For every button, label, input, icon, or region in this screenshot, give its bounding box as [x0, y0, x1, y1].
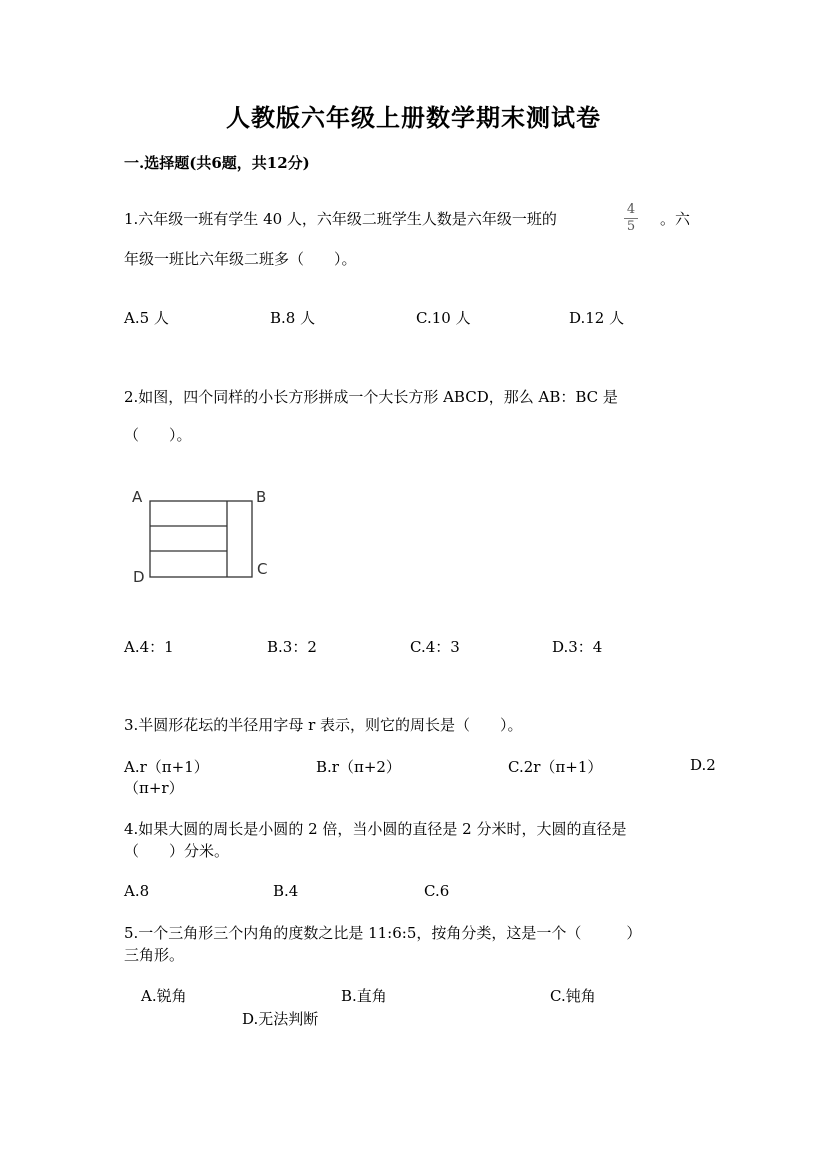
question-3-line-1: 3.半圆形花坛的半径用字母 r 表示，则它的周长是（ ）。 [124, 716, 523, 734]
question-5-line-1: 5.一个三角形三个内角的度数之比是 11:6:5，按角分类，这是一个（ ） [124, 924, 642, 942]
question-5-line-2: 三角形。 [124, 946, 185, 964]
question-1-option-d: D.12 人 [569, 309, 625, 327]
question-4-line-2: （ ）分米。 [124, 842, 230, 860]
question-1-text: 1.六年级一班有学生 40 人，六年级二班学生人数是六年级一班的 [124, 210, 557, 228]
question-4-option-b: B.4 [273, 882, 299, 900]
question-5-option-c: C.钝角 [550, 987, 596, 1005]
question-2-option-b: B.3：2 [267, 638, 317, 656]
question-5-option-a: A.锐角 [141, 987, 187, 1005]
vertex-label-c: C [257, 560, 268, 578]
question-1-option-b: B.8 人 [270, 309, 316, 327]
question-4-option-c: C.6 [424, 882, 450, 900]
question-3-option-a: A.r（π+1） [124, 758, 209, 776]
section-heading: 一.选择题(共6题，共12分) [124, 154, 310, 172]
vertex-label-d: D [133, 568, 145, 586]
question-2-option-a: A.4：1 [124, 638, 174, 656]
fraction-numerator: 4 [626, 202, 636, 217]
page-title: 人教版六年级上册数学期末测试卷 [226, 103, 601, 132]
question-2-option-d: D.3：4 [552, 638, 603, 656]
question-1-line-2: 年级一班比六年级二班多（ ）。 [124, 250, 357, 268]
question-2-line-2: （ ）。 [124, 426, 192, 444]
question-1-option-c: C.10 人 [416, 309, 471, 327]
question-4-line-1: 4.如果大圆的周长是小圆的 2 倍，当小圆的直径是 2 分米时，大圆的直径是 [124, 820, 627, 838]
vertex-label-a: A [132, 488, 143, 506]
question-2-line-1: 2.如图，四个同样的小长方形拼成一个大长方形 ABCD，那么 AB：BC 是 [124, 388, 618, 406]
question-1-text-tail: 。六 [660, 210, 691, 228]
question-1-line-1 [124, 208, 557, 229]
question-3-option-d-continued: （π+r） [124, 779, 184, 797]
question-2-option-c: C.4：3 [410, 638, 460, 656]
question-3-option-b: B.r（π+2） [316, 758, 401, 776]
question-5-option-d: D.无法判断 [242, 1010, 319, 1028]
question-1-fraction [624, 203, 638, 234]
rectangle-abcd-figure [126, 484, 276, 588]
big-rectangle [150, 501, 252, 577]
question-5-option-b: B.直角 [341, 987, 387, 1005]
question-4-option-a: A.8 [124, 882, 150, 900]
fraction-denominator: 5 [626, 219, 636, 234]
question-3-option-c: C.2r（π+1） [508, 758, 603, 776]
question-3-option-d: D.2 [690, 756, 716, 774]
vertex-label-b: B [256, 488, 267, 506]
question-1-option-a: A.5 人 [124, 309, 169, 327]
